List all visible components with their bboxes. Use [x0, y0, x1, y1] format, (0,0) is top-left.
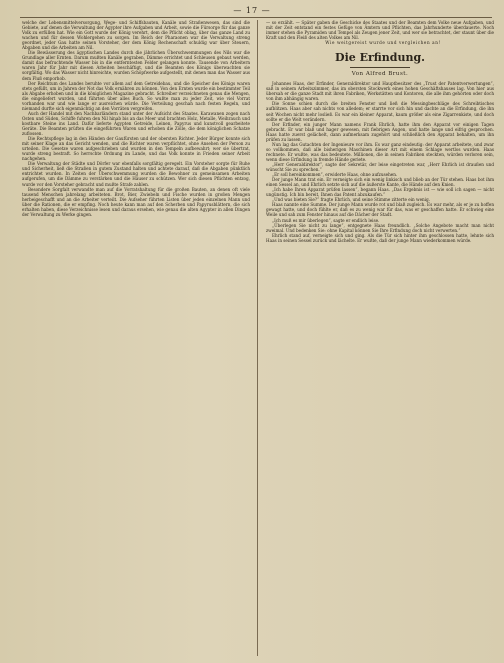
title-rule: [350, 67, 410, 68]
left-paragraph: Besondere Sorgfalt verwandte man auf die Vorratshaltung für die großen Bauten, an denen oft viele tausend Menschen jahrelang arbeiteten. Brot, Bier, Zwiebeln und Fische wurden in großen Mengen herbeigeschafft und an die Arbeiter verteilt. Die Aufseher führten Listen über jeden einzelnen Mann und über die Rationen, die er empfing. Noch heute kann man auf den Scherben und Papyrusblättern, die sich erhalten haben, diese Verzeichnisse lesen und daraus ersehen, wie genau die alten Ägypter in allen Dingen der Verwaltung zu Werke gingen.: [22, 186, 250, 217]
story-byline: Von Alfred Brust.: [351, 71, 409, 78]
story-paragraph: „Herr Generaldirektor“, sagte der Sekretär, der leise eingetreten war, „Herr Ehrlich ist draußen und wünscht Sie zu sprechen.“: [266, 161, 494, 173]
story-paragraph: „Ich habe Ihren Apparat prüfen lassen“, begann Haas. „Das Ergebnis ist — wie soll ich sagen — nicht ungünstig. Ich bin bereit, Ihnen das Patent abzukaufen.“: [266, 187, 494, 198]
left-paragraph: Die Verwaltung der Städte und Dörfer war ebenfalls sorgfältig geregelt. Ein Vorsteher sorgte für Ruhe und Sicherheit, ließ die Straßen in gutem Zustand halten und achtete darauf, daß die Abgaben pünktlich entrichtet wurden. In Zeiten der Überschwemmung wurden die Bewohner zu gemeinsamen Arbeiten aufgerufen, um die Dämme zu verstärken und die Häuser zu schützen. Wer sich diesen Pflichten entzog, wurde vor den Vorsteher gebracht und mußte Strafe zahlen.: [22, 161, 250, 187]
right-column: [266, 20, 494, 656]
story-paragraph: Nun lag das Gutachten der Ingenieure vor ihm. Es war ganz eindeutig: der Apparat arbeitete, und zwar so vollkommen, daß alle bisherigen Maschinen dieser Art mit einem Schlage wertlos wurden. Haas rechnete. Er wußte, was das bedeutete. Millionen, die in seinen Fabriken steckten, würden verloren sein, wenn diese Erfindung in fremde Hände geriete.: [266, 141, 494, 162]
left-paragraph: welche der Lebensmittelversorgung, Wege- und Schiffsbauten, Kanäle und Straßenwesen, das sind die Gebiete, auf denen die Verwaltung der Ägypter ihre Aufgaben und Arbeit, sowie die Fürsorge für das ganze Volk zu erfüllen hat. Wie ein Gott wurde der König verehrt, dem die Pflicht oblag, über das ganze Land zu wachen und für dessen Wohlergehen zu sorgen. Im Reich der Pharaonen war die Verwaltung streng geordnet, jeder Gau hatte seinen Vorsteher, der dem König Rechenschaft schuldig war über Steuern, Abgaben und die Arbeiten am Nil.: [22, 20, 250, 51]
left-paragraph: Die Bewässerung des ägyptischen Landes durch die jährlichen Überschwemmungen des Nils war die Grundlage aller Ernten. Darum mußten Kanäle gegraben, Dämme errichtet und Schleusen gebaut werden, damit das befruchtende Wasser bis in die entferntesten Felder gelangen konnte. Tausende von Arbeitern waren Jahr für Jahr mit diesen Arbeiten beschäftigt, und die Beamten des Königs überwachten sie sorgfältig. Wo das Wasser nicht hinreichte, wurden Schöpfwerke aufgestellt, mit denen man das Wasser aus dem Fluß emporhob.: [22, 50, 250, 81]
closing-line: Wie weitgereist wurde und vergleichen an!: [325, 40, 441, 46]
story-paragraph: „Überlegen Sie nicht zu lange“, entgegnete Haas freundlich. „Solche Angebote macht man nicht zweimal. Und bedenken Sie: ohne Kapital können Sie Ihre Erfindung doch nicht verwerten.“: [266, 222, 494, 233]
intro-paragraph: — so erzählt. — Später gaben die Geschicke des Staates und der Beamten dem Volke neue Aufgaben, und mit der Zeit entstand ein festes Gefüge von Ämtern und Pflichten, das Jahrhunderte überdauerte. Noch immer stehen die Pyramiden und Tempel als Zeugen jener Zeit, und wer sie betrachtet, der staunt über die Kraft und den Fleiß des alten Volkes am Nil.: [266, 20, 494, 41]
left-paragraph: Der Reichtum des Landes beruhte vor allem auf dem Getreidebau, und die Speicher des Königs waren stets gefüllt, um in Jahren der Not das Volk ernähren zu können. Von den Ernten wurde ein bestimmter Teil als Abgabe erhoben und in die königlichen Magazine gebracht. Schreiber verzeichneten genau die Mengen, die eingeliefert wurden, und führten über alles Buch. So wußte man zu jeder Zeit, wie viel Vorrat vorhanden war und wie lange er ausreichen würde. Die Verteilung geschah nach festen Regeln, und niemand durfte sich eigenmächtig an den Vorräten vergreifen.: [22, 80, 250, 111]
story-paragraph: Die Sonne schien durch die breiten Fenster und ließ die Messingbeschläge des Schreibtisches aufblitzen. Haas aber sah nichts von alledem; er starrte vor sich hin und dachte an die Erfindung, die ihn seit Wochen nicht mehr losließ. Es war ein kleiner Apparat, kaum größer als eine Zigarrenkiste, und doch sollte er die Welt verändern.: [266, 101, 494, 122]
column-divider: [257, 20, 258, 656]
story-paragraph: „Ich muß es mir überlegen“, sagte er endlich leise.: [272, 217, 380, 223]
story-paragraph: Der Erfinder, ein junger Mann namens Frank Ehrlich, hatte ihm den Apparat vor einigen Tagen gebracht. Er war blaß und hager gewesen, mit fiebrigen Augen, und hatte lange und eifrig gesprochen. Haas hatte zuerst gelächelt, dann aufmerksam zugehört und schließlich den Apparat behalten, um ihn prüfen zu lassen.: [266, 121, 494, 142]
story-paragraph: Ehrlich stand auf, verneigte sich und ging. Als die Tür sich hinter ihm geschlossen hatte, lehnte sich Haas in seinen Sessel zurück und lächelte. Er wußte, daß der junge Mann wiederkommen würde.: [266, 232, 494, 243]
header-rule: [20, 17, 492, 18]
story-paragraph: „Und was bieten Sie?“ fragte Ehrlich, und seine Stimme zitterte ein wenig.: [272, 197, 430, 203]
story-paragraph: Der junge Mann trat ein. Er verneigte sich ein wenig linkisch und blieb an der Tür stehen. Haas bot ihm einen Sessel an, und Ehrlich setzte sich auf die äußerste Kante, die Hände auf den Knien.: [266, 177, 494, 188]
story-paragraph: Johannes Haas, der Erfinder, Generaldirektor und Hauptbesitzer des „Trust der Patentverwertungen“, saß in seinem Arbeitszimmer, das im obersten Stockwerk eines hohen Geschäftshauses lag. Von hier aus übersah er die ganze Stadt mit ihren Fabriken, Werkstätten und Kontoren, die alle ihm gehörten oder doch von ihm abhängig waren.: [266, 81, 494, 102]
story-paragraph: „Er soll hereinkommen“, erwiderte Haas, ohne aufzusehen.: [272, 172, 398, 178]
page-number: — 17 —: [233, 6, 271, 15]
story-title: Die Erfindung.: [335, 51, 425, 65]
left-paragraph: Die Rechtspflege lag in den Händen der Gaufürsten und der obersten Richter. Jeder Bürger konnte sich mit seiner Klage an das Gericht wenden, und die Richter waren verpflichtet, ohne Ansehen der Person zu urteilen. Die Gesetze waren aufgeschrieben und wurden in den Tempeln aufbewahrt; wer sie übertrat, wurde streng bestraft. So herrschte Ordnung im Lande, und das Volk konnte in Frieden seiner Arbeit nachgehen.: [22, 136, 250, 162]
story-paragraph: Haas nannte eine Summe. Der junge Mann wurde rot und blaß zugleich. Es war mehr, als er je zu hoffen gewagt hatte, und doch fühlte er, daß es zu wenig war für das, was er geschaffen hatte. Er schwieg eine Weile und sah zum Fenster hinaus auf die Dächer der Stadt.: [266, 202, 494, 218]
left-column: [22, 20, 250, 656]
left-paragraph: Auch der Handel mit den Nachbarländern stand unter der Aufsicht des Staates. Karawanen zogen nach Osten und Süden, Schiffe fuhren den Nil hinab bis an das Meer und brachten Holz, Metalle, Weihrauch und kostbare Steine ins Land. Dafür lieferte Ägypten Getreide, Leinen, Papyrus und kunstvoll gearbeitete Geräte. Die Beamten prüften die eingeführten Waren und erhoben die Zölle, die dem königlichen Schatze zuflossen.: [22, 110, 250, 137]
